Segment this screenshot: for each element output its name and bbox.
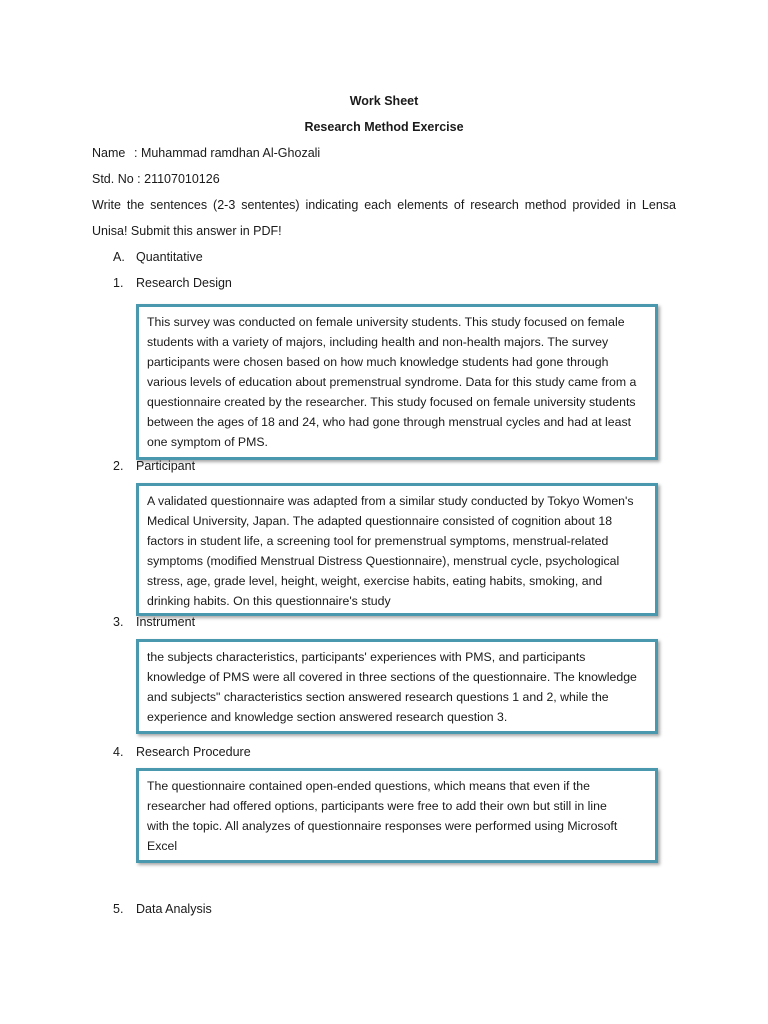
answer-line: researcher had offered options, participants were free to add their own but still in line <box>147 799 607 813</box>
answer-line: knowledge of PMS were all covered in three sections of the questionnaire. The knowledge <box>147 670 637 684</box>
name-label: Name <box>92 146 126 160</box>
item-heading-data-analysis: Data Analysis <box>136 902 212 916</box>
answer-line: various levels of education about premenstrual syndrome. Data for this study came from a <box>147 375 637 389</box>
name-value: : Muhammad ramdhan Al-Ghozali <box>134 146 321 160</box>
answer-line: symptoms (modified Menstrual Distress Questionnaire), menstrual cycle, psychological <box>147 554 620 568</box>
instructions-line-1: Write the sentences (2-3 sententes) indicating each elements of research method provided in Lensa <box>92 198 676 212</box>
answer-box-instrument <box>136 639 658 734</box>
item-heading-research-design: Research Design <box>136 276 232 290</box>
page-title: Work Sheet <box>349 94 419 108</box>
item-number-5: 5. <box>113 902 124 916</box>
item-number-1: 1. <box>113 276 124 290</box>
answer-line: questionnaire created by the researcher. This study focused on female university students <box>147 395 636 409</box>
answer-line: stress, age, grade level, height, weight, exercise habits, eating habits, smoking, and <box>147 574 603 588</box>
section-marker: A. <box>113 250 125 264</box>
item-number-2: 2. <box>113 459 124 473</box>
std-value: : 21107010126 <box>137 172 220 186</box>
answer-line: one symptom of PMS. <box>147 435 268 449</box>
section-title: Quantitative <box>136 250 203 264</box>
answer-line: This survey was conducted on female university students. This study focused on female <box>147 315 625 329</box>
student-number-row <box>92 172 220 186</box>
std-label: Std. No <box>92 172 134 186</box>
answer-line: The questionnaire contained open-ended questions, which means that even if the <box>147 779 590 793</box>
item-number-4: 4. <box>113 745 124 759</box>
student-name-row <box>92 146 320 160</box>
answer-line: Excel <box>147 839 178 853</box>
answer-line: factors in student life, a screening tool for premenstrual symptoms, menstrual-related <box>147 534 609 548</box>
item-heading-instrument: Instrument <box>136 615 196 629</box>
answer-line: participants were chosen based on how much knowledge students had gone through <box>147 355 609 369</box>
answer-line: A validated questionnaire was adapted from a similar study conducted by Tokyo Women's <box>147 494 634 508</box>
item-heading-research-procedure: Research Procedure <box>136 745 251 759</box>
answer-box-participant <box>136 483 658 616</box>
page-subtitle: Research Method Exercise <box>304 120 464 134</box>
answer-line: Medical University, Japan. The adapted questionnaire consisted of cognition about 18 <box>147 514 613 528</box>
answer-line: with the topic. All analyzes of questionnaire responses were performed using Microsoft <box>147 819 618 833</box>
instructions-line-2: Unisa! Submit this answer in PDF! <box>92 224 282 238</box>
answer-line: and subjects" characteristics section answered research questions 1 and 2, while the <box>147 690 609 704</box>
answer-box-research-procedure <box>136 768 658 863</box>
answer-line: students with a variety of majors, including health and non-health majors. The survey <box>147 335 609 349</box>
answer-line: the subjects characteristics, participants' experiences with PMS, and participants <box>147 650 586 664</box>
answer-line: experience and knowledge section answered research question 3. <box>147 710 508 724</box>
answer-box-research-design <box>136 304 658 460</box>
answer-line: between the ages of 18 and 24, who had gone through menstrual cycles and had at least <box>147 415 632 429</box>
answer-line: drinking habits. On this questionnaire's study <box>147 594 391 608</box>
item-heading-participant: Participant <box>136 459 196 473</box>
item-number-3: 3. <box>113 615 124 629</box>
